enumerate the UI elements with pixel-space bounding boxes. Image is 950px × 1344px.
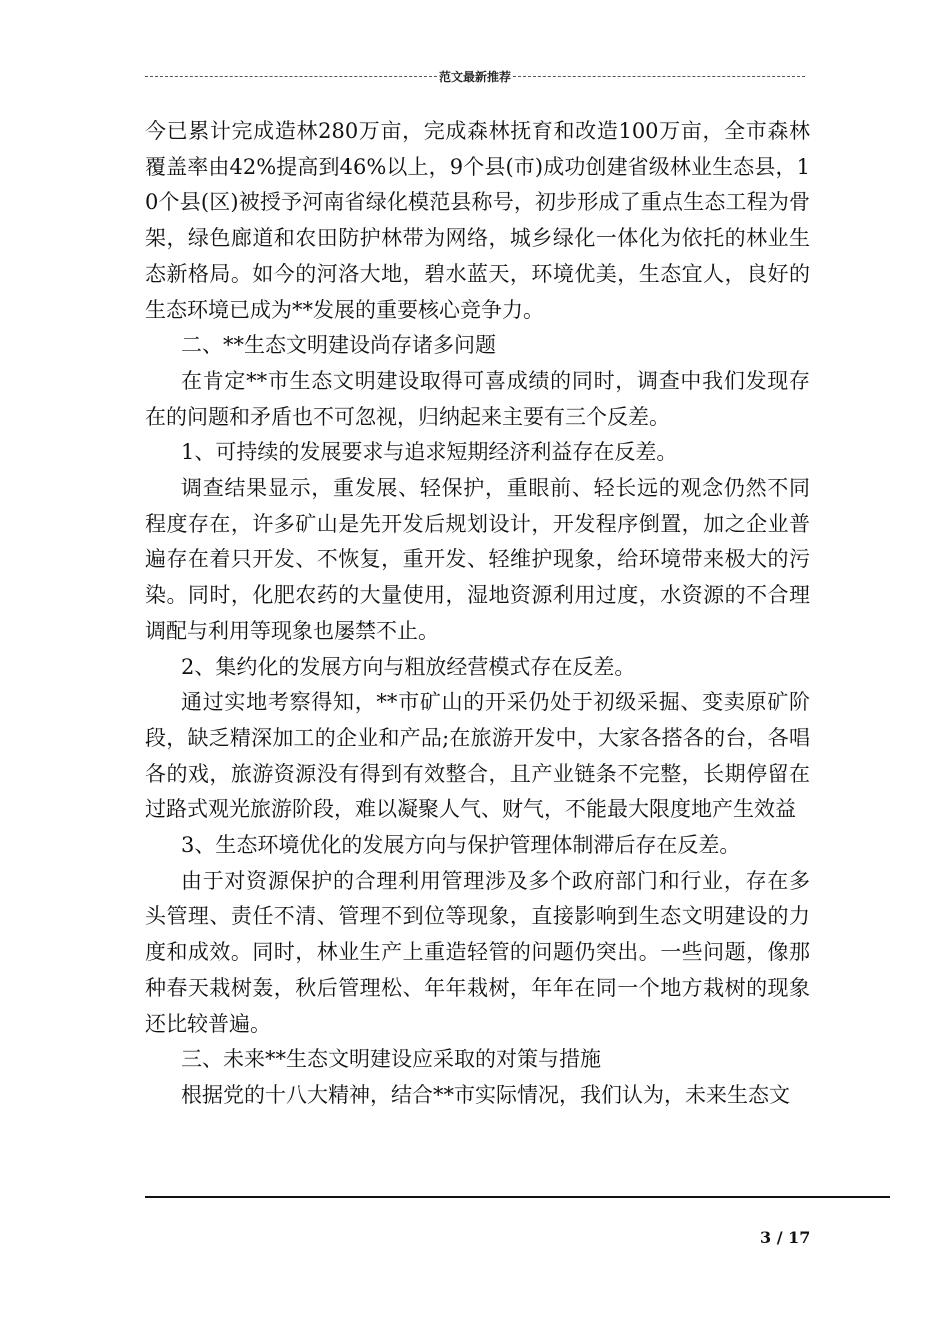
paragraph: 今已累计完成造林280万亩，完成森林抚育和改造100万亩，全市森林覆盖率由42%提高到46%以上，9个县(市)成功创建省级林业生态县，10个县(区)被授予河南省绿化模范县称号，初步形成了重点生态工程为骨架，绿色廊道和农田防护林带为网络，城乡绿化一体化为依托的林业生态新格局。如今的河洛大地，碧水蓝天，环境优美，生态宜人，良好的生态环境已成为**发展的重要核心竞争力。 <box>145 119 810 322</box>
page-header <box>145 66 805 86</box>
subsection-heading: 1、可持续的发展要求与追求短期经济利益存在反差。 <box>181 440 678 465</box>
footer-divider <box>145 1196 890 1198</box>
subsection-heading: 2、集约化的发展方向与粗放经营模式存在反差。 <box>181 654 636 679</box>
header-title: 范文最新推荐 <box>439 69 512 84</box>
page-number: 3 / 17 <box>760 1228 811 1247</box>
section-heading: 三、未来**生态文明建设应采取的对策与措施 <box>181 1047 601 1072</box>
header-dash-right <box>513 76 805 77</box>
paragraph: 在肯定**市生态文明建设取得可喜成绩的同时，调查中我们发现存在的问题和矛盾也不可忽视，归纳起来主要有三个反差。 <box>145 368 810 429</box>
subsection-heading: 3、生态环境优化的发展方向与保护管理体制滞后存在反差。 <box>181 833 741 858</box>
section-heading: 二、**生态文明建设尚存诸多问题 <box>181 333 496 358</box>
header-dash-left <box>145 76 437 77</box>
paragraph: 由于对资源保护的合理利用管理涉及多个政府部门和行业，存在多头管理、责任不清、管理不到位等现象，直接影响到生态文明建设的力度和成效。同时，林业生产上重造轻管的问题仍突出。一些问题，像那种春天栽树轰，秋后管理松、年年栽树，年年在同一个地方栽树的现象还比较普遍。 <box>145 868 810 1036</box>
paragraph: 通过实地考察得知，**市矿山的开采仍处于初级采掘、变卖原矿阶段，缺乏精深加工的企业和产品;在旅游开发中，大家各搭各的台，各唱各的戏，旅游资源没有得到有效整合，且产业链条不完整，长期停留在过路式观光旅游阶段，难以凝聚人气、财气，不能最大限度地产生效益 <box>145 690 810 822</box>
document-body <box>145 114 810 1114</box>
paragraph: 调查结果显示，重发展、轻保护，重眼前、轻长远的观念仍然不同程度存在，许多矿山是先开发后规划设计，开发程序倒置，加之企业普遍存在着只开发、不恢复，重开发、轻维护现象，给环境带来极大的污染。同时，化肥农药的大量使用，湿地资源利用过度，水资源的不合理调配与利用等现象也屡禁不止。 <box>145 476 810 643</box>
paragraph: 根据党的十八大精神，结合**市实际情况，我们认为，未来生态文 <box>181 1082 790 1107</box>
